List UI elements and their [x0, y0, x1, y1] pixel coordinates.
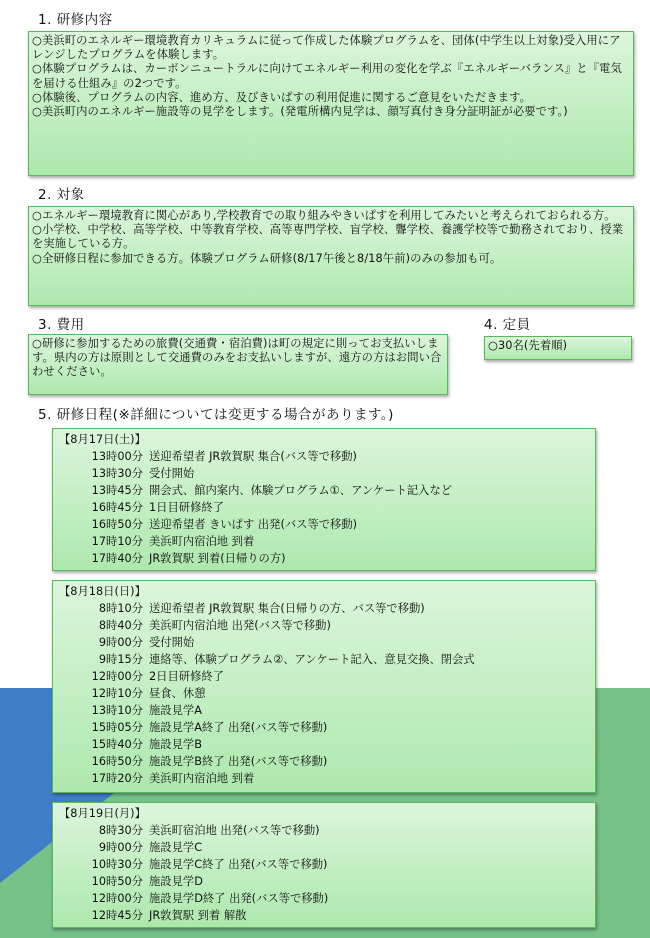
- schedule-row: [59, 839, 589, 856]
- schedule-row: [59, 651, 589, 668]
- schedule-time: 9時00分: [98, 841, 143, 854]
- section-heading-target: 2. 対象: [38, 187, 85, 203]
- schedule-row: [59, 890, 589, 907]
- schedule-desc: JR敦賀駅 到着(日帰りの方): [149, 552, 286, 565]
- schedule-desc: 2日目研修終了: [149, 670, 224, 683]
- schedule-desc: 送迎希望者 きいぱす 出発(バス等で移動): [149, 518, 358, 531]
- schedule-time: 8時30分: [98, 824, 143, 837]
- schedule-desc: 施設見学C: [149, 841, 203, 854]
- schedule-day-box: [52, 802, 596, 928]
- schedule-day-label: 【8月19日(月)】: [59, 807, 146, 820]
- content-item: ○体験後、プログラムの内容、進め方、及びきいぱすの利用促進に関するご意見をいただきます。: [32, 90, 532, 104]
- cost-text: ○研修に参加するための旅費(交通費・宿泊費)は町の規定に則ってお支払いします。県内の方は原則として交通費のみをお支払いしますが、遠方の方はお問い合わせください。: [32, 337, 442, 379]
- schedule-desc: 施設見学D: [149, 875, 203, 888]
- schedule-row: [59, 448, 589, 465]
- schedule-time: 17時10分: [91, 535, 143, 548]
- schedule-time: 17時40分: [91, 552, 143, 565]
- content-item: ○体験プログラムは、カーボンニュートラルに向けてエネルギー利用の変化を学ぶ『エネルギーバランス』と『電気を届ける仕組み』の2つです。: [32, 62, 622, 90]
- schedule-time: 9時15分: [98, 653, 143, 666]
- schedule-desc: 美浜町内宿泊地 到着: [149, 535, 255, 548]
- schedule-row: [59, 533, 589, 550]
- schedule-desc: JR敦賀駅 到着 解散: [149, 909, 247, 922]
- schedule-desc: 美浜町内宿泊地 到着: [149, 772, 255, 785]
- schedule-row: [59, 856, 589, 873]
- schedule-time: 13時00分: [91, 450, 143, 463]
- target-box: [28, 206, 634, 306]
- schedule-time: 12時10分: [91, 687, 143, 700]
- schedule-day-box: [52, 580, 596, 793]
- schedule-row: [59, 465, 589, 482]
- schedule-time: 13時10分: [91, 704, 143, 717]
- schedule-row: [59, 702, 589, 719]
- schedule-row: [59, 736, 589, 753]
- schedule-desc: 開会式、館内案内、体験プログラム①、アンケート記入など: [149, 484, 453, 497]
- schedule-time: 12時45分: [91, 909, 143, 922]
- schedule-row: [59, 668, 589, 685]
- schedule-time: 12時00分: [91, 670, 143, 683]
- schedule-row: [59, 634, 589, 651]
- target-item: ○エネルギー環境教育に関心があり,学校教育での取り組みやきいぱすを利用してみたいと考えられておられる方。: [32, 209, 616, 222]
- schedule-day-label: 【8月18日(日)】: [59, 585, 146, 598]
- section-heading-capacity: 4. 定員: [484, 317, 531, 333]
- schedule-desc: 連絡等、体験プログラム②、アンケート記入、意見交換、閉会式: [149, 653, 475, 666]
- capacity-box: [484, 336, 632, 360]
- schedule-time: 16時50分: [91, 518, 143, 531]
- schedule-row: [59, 719, 589, 736]
- target-item: ○小学校、中学校、高等学校、中等教育学校、高等専門学校、盲学校、聾学校、養護学校等で勤務されており、授業を実施している方。: [32, 223, 624, 251]
- schedule-time: 10時30分: [91, 858, 143, 871]
- content-item: ○美浜町内のエネルギー施設等の見学をします。(発電所構内見学は、顔写真付き身分証明証が必要です。): [32, 105, 568, 119]
- schedule-desc: 受付開始: [149, 467, 195, 480]
- schedule-desc: 美浜町宿泊地 出発(バス等で移動): [149, 824, 320, 837]
- target-item: ○全研修日程に参加できる方。体験プログラム研修(8/17午後と8/18午前)のみの参加も可。: [32, 251, 502, 265]
- schedule-row: [59, 550, 589, 567]
- schedule-time: 17時20分: [91, 772, 143, 785]
- content-box: [28, 31, 634, 176]
- schedule-row: [59, 753, 589, 770]
- schedule-day-label: 【8月17日(土)】: [59, 433, 146, 446]
- schedule-time: 15時40分: [91, 738, 143, 751]
- schedule-time: 13時30分: [91, 467, 143, 480]
- schedule-time: 9時00分: [98, 636, 143, 649]
- schedule-time: 10時50分: [91, 875, 143, 888]
- schedule-time: 13時45分: [91, 484, 143, 497]
- schedule-time: 16時50分: [91, 755, 143, 768]
- schedule-desc: 昼食、休憩: [149, 687, 206, 700]
- schedule-desc: 送迎希望者 JR敦賀駅 集合(バス等で移動): [149, 450, 357, 463]
- capacity-text: ○30名(先着順): [488, 339, 568, 352]
- schedule-desc: 1日目研修終了: [149, 501, 224, 514]
- schedule-desc: 施設見学A終了 出発(バス等で移動): [149, 721, 328, 734]
- content-item: ○美浜町のエネルギー環境教育カリキュラムに従って作成した体験プログラムを、団体(中学生以上対象)受入用にアレンジしたプログラムを体験します。: [32, 34, 621, 62]
- schedule-desc: 送迎希望者 JR敦賀駅 集合(日帰りの方、バス等で移動): [149, 602, 425, 615]
- section-heading-schedule: 5. 研修日程(※詳細については変更する場合があります。): [38, 407, 394, 423]
- schedule-row: [59, 499, 589, 516]
- schedule-row: [59, 600, 589, 617]
- cost-box: [28, 334, 448, 395]
- schedule-desc: 美浜町内宿泊地 出発(バス等で移動): [149, 619, 331, 632]
- schedule-row: [59, 822, 589, 839]
- schedule-row: [59, 516, 589, 533]
- schedule-desc: 施設見学A: [149, 704, 202, 717]
- schedule-time: 8時40分: [98, 619, 143, 632]
- schedule-day-box: [52, 428, 596, 571]
- schedule-desc: 施設見学B: [149, 738, 202, 751]
- schedule-time: 12時00分: [91, 892, 143, 905]
- schedule-row: [59, 873, 589, 890]
- schedule-time: 8時10分: [98, 602, 143, 615]
- schedule-desc: 施設見学D終了 出発(バス等で移動): [149, 892, 329, 905]
- schedule-row: [59, 482, 589, 499]
- schedule-time: 15時05分: [91, 721, 143, 734]
- schedule-row: [59, 685, 589, 702]
- section-heading-cost: 3. 費用: [38, 317, 85, 333]
- schedule-desc: 施設見学C終了 出発(バス等で移動): [149, 858, 328, 871]
- section-heading-content: 1. 研修内容: [38, 12, 113, 28]
- schedule-desc: 受付開始: [149, 636, 195, 649]
- schedule-row: [59, 617, 589, 634]
- schedule-time: 16時45分: [91, 501, 143, 514]
- schedule-desc: 施設見学B終了 出発(バス等で移動): [149, 755, 328, 768]
- schedule-row: [59, 907, 589, 924]
- schedule-row: [59, 770, 589, 787]
